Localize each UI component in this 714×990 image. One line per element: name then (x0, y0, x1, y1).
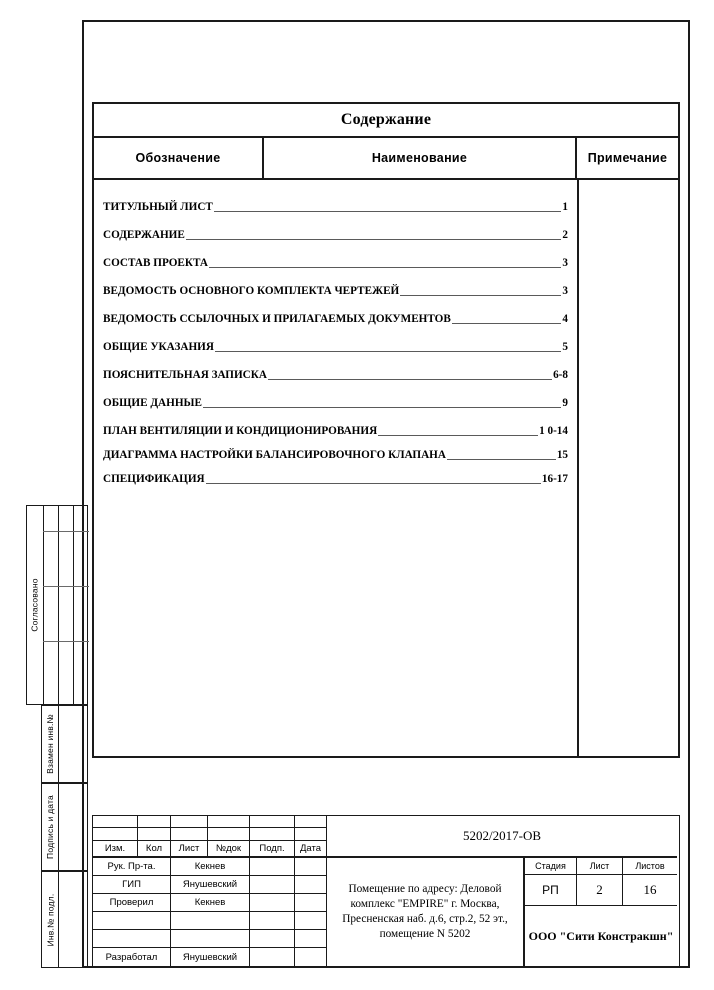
role-name: Янушевский (171, 948, 250, 966)
revision-blank-cell[interactable] (171, 816, 208, 828)
entry-label: СОДЕРЖАНИЕ (103, 228, 185, 241)
revision-blank-cell[interactable] (171, 828, 208, 841)
dot-leader (209, 267, 561, 268)
vzamen-inv-block (41, 705, 88, 783)
dot-leader (378, 435, 538, 436)
company-name: ООО "Сити Констракшн" (528, 928, 674, 943)
soglasovano-label: Согласовано (30, 578, 40, 632)
stage-value: РП (525, 875, 577, 906)
revision-header-data: Дата (295, 841, 327, 858)
dot-leader (447, 459, 556, 460)
dot-leader (268, 379, 552, 380)
entry-page: 3 (562, 256, 568, 269)
entry-label: ОБЩИЕ ДАННЫЕ (103, 396, 202, 409)
dot-leader (215, 351, 561, 352)
revision-header-ndok: №док (208, 841, 250, 858)
vzamen-inv-label: Взамен инв.№ (45, 714, 56, 774)
revision-blank-cell[interactable] (93, 828, 138, 841)
revision-header-list: Лист (171, 841, 208, 858)
dot-leader (186, 239, 562, 240)
role-name: Янушевский (171, 876, 250, 894)
list-item[interactable] (94, 326, 577, 354)
entry-label: ОБЩИЕ УКАЗАНИЯ (103, 340, 214, 353)
dot-leader (206, 483, 541, 484)
entry-page: 2 (562, 228, 568, 241)
list-item[interactable] (94, 186, 577, 214)
sheets-header: Листов (623, 858, 677, 875)
contents-title-row (94, 104, 678, 138)
contents-table (92, 102, 680, 758)
list-item[interactable] (94, 462, 577, 486)
dot-leader (400, 295, 561, 296)
column-header-name: Наименование (264, 138, 577, 178)
role-date-cell[interactable] (295, 948, 327, 966)
sheet-value: 2 (577, 875, 623, 906)
entry-page: 4 (562, 312, 568, 325)
title-block (92, 815, 680, 967)
revision-blank-cell[interactable] (295, 828, 327, 841)
revision-header-izm: Изм. (93, 841, 138, 858)
entry-page: 9 (562, 396, 568, 409)
role-label[interactable] (93, 930, 171, 948)
role-name[interactable] (171, 930, 250, 948)
dot-leader (214, 211, 562, 212)
project-code: 5202/2017-ОВ (327, 816, 677, 858)
dot-leader (203, 407, 561, 408)
role-date-cell[interactable] (295, 858, 327, 876)
inv-podl-block (41, 871, 88, 968)
revision-blank-cell[interactable] (208, 828, 250, 841)
podpis-data-block (41, 783, 88, 871)
list-item[interactable] (94, 438, 577, 462)
entry-label: ВЕДОМОСТЬ ОСНОВНОГО КОМПЛЕКТА ЧЕРТЕЖЕЙ (103, 284, 400, 297)
list-item[interactable] (94, 270, 577, 298)
sheets-value: 16 (623, 875, 677, 906)
role-sign-cell[interactable] (250, 894, 295, 912)
column-header-designation: Обозначение (94, 138, 264, 178)
role-name: Кекнев (171, 858, 250, 876)
list-item[interactable] (94, 410, 577, 438)
revision-blank-cell[interactable] (93, 816, 138, 828)
list-item[interactable] (94, 354, 577, 382)
podpis-data-label: Подпись и дата (45, 795, 55, 859)
role-sign-cell[interactable] (250, 948, 295, 966)
role-label: Рук. Пр-та. (93, 858, 171, 876)
role-name: Кекнев (171, 894, 250, 912)
role-date-cell[interactable] (295, 930, 327, 948)
entry-label: ТИТУЛЬНЫЙ ЛИСТ (103, 200, 213, 213)
revision-blank-cell[interactable] (138, 828, 171, 841)
entry-label: ПОЯСНИТЕЛЬНАЯ ЗАПИСКА (103, 368, 267, 381)
revision-blank-cell[interactable] (250, 816, 295, 828)
object-description: Помещение по адресу: Деловой комплекс "EMPIRE" г. Москва, Пресненская наб. д.6, стр.2, 52 эт., помещение N 5202 (327, 858, 525, 966)
role-sign-cell[interactable] (250, 912, 295, 930)
entry-page: 15 (556, 448, 568, 461)
entry-page: 3 (562, 284, 568, 297)
column-header-note: Примечание (587, 151, 668, 165)
entry-label: СПЕЦИФИКАЦИЯ (103, 472, 205, 485)
role-sign-cell[interactable] (250, 858, 295, 876)
role-label: Проверил (93, 894, 171, 912)
contents-column-headers (94, 138, 678, 180)
role-label: ГИП (93, 876, 171, 894)
inv-podl-label: Инв.№ подл. (45, 893, 56, 946)
revision-blank-cell[interactable] (208, 816, 250, 828)
entry-page: 6-8 (553, 368, 568, 381)
role-sign-cell[interactable] (250, 930, 295, 948)
entry-label: ДИАГРАММА НАСТРОЙКИ БАЛАНСИРОВОЧНОГО КЛАПАНА (103, 448, 446, 461)
entry-page: 5 (562, 340, 568, 353)
revision-header-kol: Кол (138, 841, 171, 858)
list-item[interactable] (94, 214, 577, 242)
role-label: Разработал (93, 948, 171, 966)
note-column-divider (577, 180, 579, 756)
role-date-cell[interactable] (295, 894, 327, 912)
stage-header: Стадия (525, 858, 577, 875)
list-item[interactable] (94, 298, 577, 326)
dot-leader (452, 323, 562, 324)
role-label[interactable] (93, 912, 171, 930)
entry-page: 1 (562, 200, 568, 213)
soglasovano-block (26, 505, 88, 705)
entry-label: СОСТАВ ПРОЕКТА (103, 256, 208, 269)
entry-label: ПЛАН ВЕНТИЛЯЦИИ И КОНДИЦИОНИРОВАНИЯ (103, 424, 378, 437)
contents-entry-list (94, 180, 577, 486)
revision-blank-cell[interactable] (138, 816, 171, 828)
revision-blank-cell[interactable] (250, 828, 295, 841)
role-sign-cell[interactable] (250, 876, 295, 894)
role-name[interactable] (171, 912, 250, 930)
entry-label: ВЕДОМОСТЬ ССЫЛОЧНЫХ И ПРИЛАГАЕМЫХ ДОКУМЕНТОВ (103, 312, 451, 325)
entry-page: 16-17 (541, 472, 568, 485)
revision-blank-cell[interactable] (295, 816, 327, 828)
role-date-cell[interactable] (295, 912, 327, 930)
list-item[interactable] (94, 242, 577, 270)
entry-page: 1 0-14 (539, 424, 568, 437)
list-item[interactable] (94, 382, 577, 410)
page-title: Содержание (340, 111, 432, 128)
revision-header-podp: Подп. (250, 841, 295, 858)
sheet-header: Лист (577, 858, 623, 875)
role-date-cell[interactable] (295, 876, 327, 894)
